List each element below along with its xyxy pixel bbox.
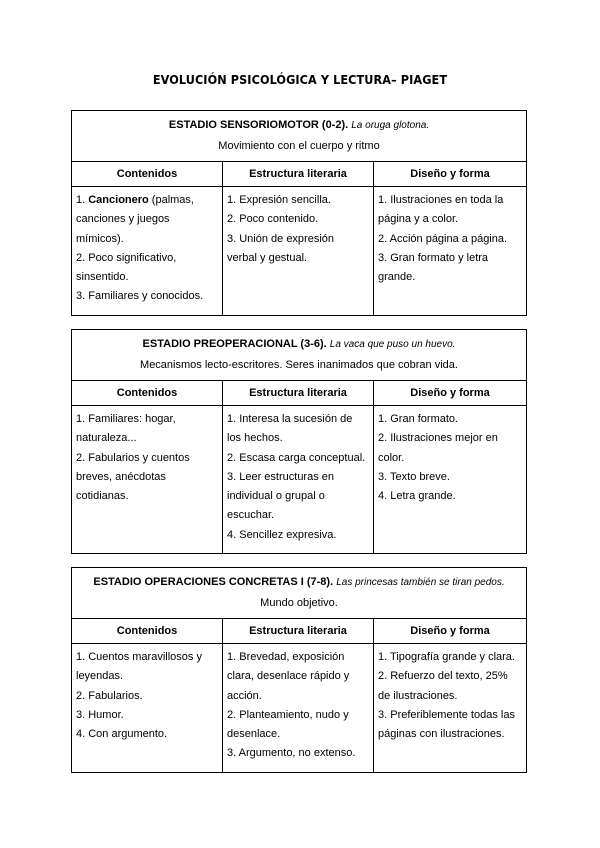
cell-line: breves, anécdotas <box>76 470 166 483</box>
column-header-diseno: Diseño y forma <box>374 619 527 644</box>
stage-header <box>72 568 527 619</box>
stage-book-title: La vaca que puso un huevo. <box>329 339 456 350</box>
cell-line: 2. Fabularios y cuentos <box>76 451 190 464</box>
stage-book-title: La oruga glotona. <box>351 120 430 131</box>
cell-line: 2. Ilustraciones mejor en <box>378 432 498 445</box>
stage-description: Mecanismos lecto-escritores. Seres inanimados que cobran vida. <box>140 359 458 371</box>
column-header-diseno: Diseño y forma <box>374 381 527 406</box>
cell-line: 4. Letra grande. <box>378 490 456 503</box>
stage-name: ESTADIO SENSORIOMOTOR (0-2). <box>168 119 349 131</box>
estructura-cell <box>223 187 374 316</box>
estructura-cell <box>223 406 374 554</box>
cell-line: 2. Planteamiento, nudo y <box>227 708 349 721</box>
cell-line: canciones y juegos <box>76 213 170 226</box>
cell-line: 3. Familiares y conocidos. <box>76 290 204 303</box>
estructura-cell <box>223 644 374 773</box>
cell-line: 2. Fabularios. <box>76 689 143 702</box>
cell-line: grande. <box>378 271 416 284</box>
cell-line: 1. Cuentos maravillosos y <box>76 651 202 663</box>
cell-line: 3. Leer estructuras en <box>227 470 335 483</box>
cell-line: 1. Interesa la sucesión de <box>227 413 353 425</box>
cell-line: 1. Tipografía grande y clara. <box>378 651 515 663</box>
cell-line: 2. Escasa carga conceptual. <box>227 451 366 464</box>
cell-line: 3. Texto breve. <box>378 470 450 483</box>
cell-line: desenlace. <box>227 728 281 741</box>
stage-description: Movimiento con el cuerpo y ritmo <box>218 140 380 152</box>
contenidos-cell <box>72 187 223 316</box>
cell-line: mímicos). <box>76 232 124 245</box>
column-header-estructura: Estructura literaria <box>223 619 374 644</box>
cell-line: 4. Con argumento. <box>76 728 168 741</box>
cell-line: verbal y gestual. <box>227 251 308 264</box>
cell-line: 1. Familiares: hogar, <box>76 413 176 425</box>
stage-header <box>72 330 527 381</box>
stage-name: ESTADIO OPERACIONES CONCRETAS I (7-8). <box>93 576 334 588</box>
stage-table-preoperacional <box>71 329 527 554</box>
stage-name: ESTADIO PREOPERACIONAL (3-6). <box>142 338 327 350</box>
cell-line: páginas con ilustraciones. <box>378 728 505 741</box>
column-header-contenidos: Contenidos <box>72 162 223 187</box>
column-header-estructura: Estructura literaria <box>223 162 374 187</box>
cell-line: cotidianas. <box>76 490 129 503</box>
cell-line: 1. Ilustraciones en toda la <box>378 194 504 206</box>
cell-line: 4. Sencillez expresiva. <box>227 528 337 541</box>
stage-description: Mundo objetivo. <box>260 597 338 609</box>
cell-line: 3. Gran formato y letra <box>378 251 489 264</box>
cell-line: de ilustraciones. <box>378 689 458 702</box>
cell-line: 3. Preferiblemente todas las <box>378 708 515 721</box>
diseno-cell <box>374 406 527 554</box>
contenidos-cell <box>72 644 223 773</box>
cell-line: 1. Brevedad, exposición <box>227 651 345 663</box>
column-header-contenidos: Contenidos <box>72 619 223 644</box>
cell-line: 2. Acción página a página. <box>378 232 508 245</box>
stage-header <box>72 111 527 162</box>
cell-line: 1. Expresión sencilla. <box>227 194 331 206</box>
stage-book-title: Las princesas también se tiran pedos. <box>336 577 505 588</box>
cell-line: 3. Argumento, no extenso. <box>227 747 356 760</box>
cell-line: 3. Unión de expresión <box>227 232 335 245</box>
cell-line: 2. Poco contenido. <box>227 213 319 226</box>
column-header-estructura: Estructura literaria <box>223 381 374 406</box>
stage-table-sensoriomotor <box>71 110 527 316</box>
document-title: EVOLUCIÓN PSICOLÓGICA Y LECTURA– PIAGET <box>152 72 448 87</box>
cell-line: 2. Refuerzo del texto, 25% <box>378 670 508 683</box>
cell-line: 1. Cancionero (palmas, <box>76 194 194 206</box>
cell-line: clara, desenlace rápido y <box>227 670 350 683</box>
cell-line: individual o grupal o <box>227 490 325 503</box>
diseno-cell <box>374 187 527 316</box>
diseno-cell <box>374 644 527 773</box>
cell-line: leyendas. <box>76 670 124 683</box>
cell-line: acción. <box>227 689 262 702</box>
cell-line: color. <box>378 451 405 464</box>
cell-line: sinsentido. <box>76 271 129 284</box>
contenidos-cell <box>72 406 223 554</box>
cell-line: naturaleza... <box>76 432 137 445</box>
bold-term: Cancionero <box>88 194 149 206</box>
stage-table-operaciones-concretas <box>71 567 527 773</box>
cell-line: página y a color. <box>378 213 459 226</box>
cell-line: 2. Poco significativo, <box>76 251 177 264</box>
cell-line: los hechos. <box>227 432 283 445</box>
column-header-contenidos: Contenidos <box>72 381 223 406</box>
cell-line: escuchar. <box>227 509 275 522</box>
column-header-diseno: Diseño y forma <box>374 162 527 187</box>
cell-line: 1. Gran formato. <box>378 413 459 425</box>
cell-line: 3. Humor. <box>76 708 124 721</box>
